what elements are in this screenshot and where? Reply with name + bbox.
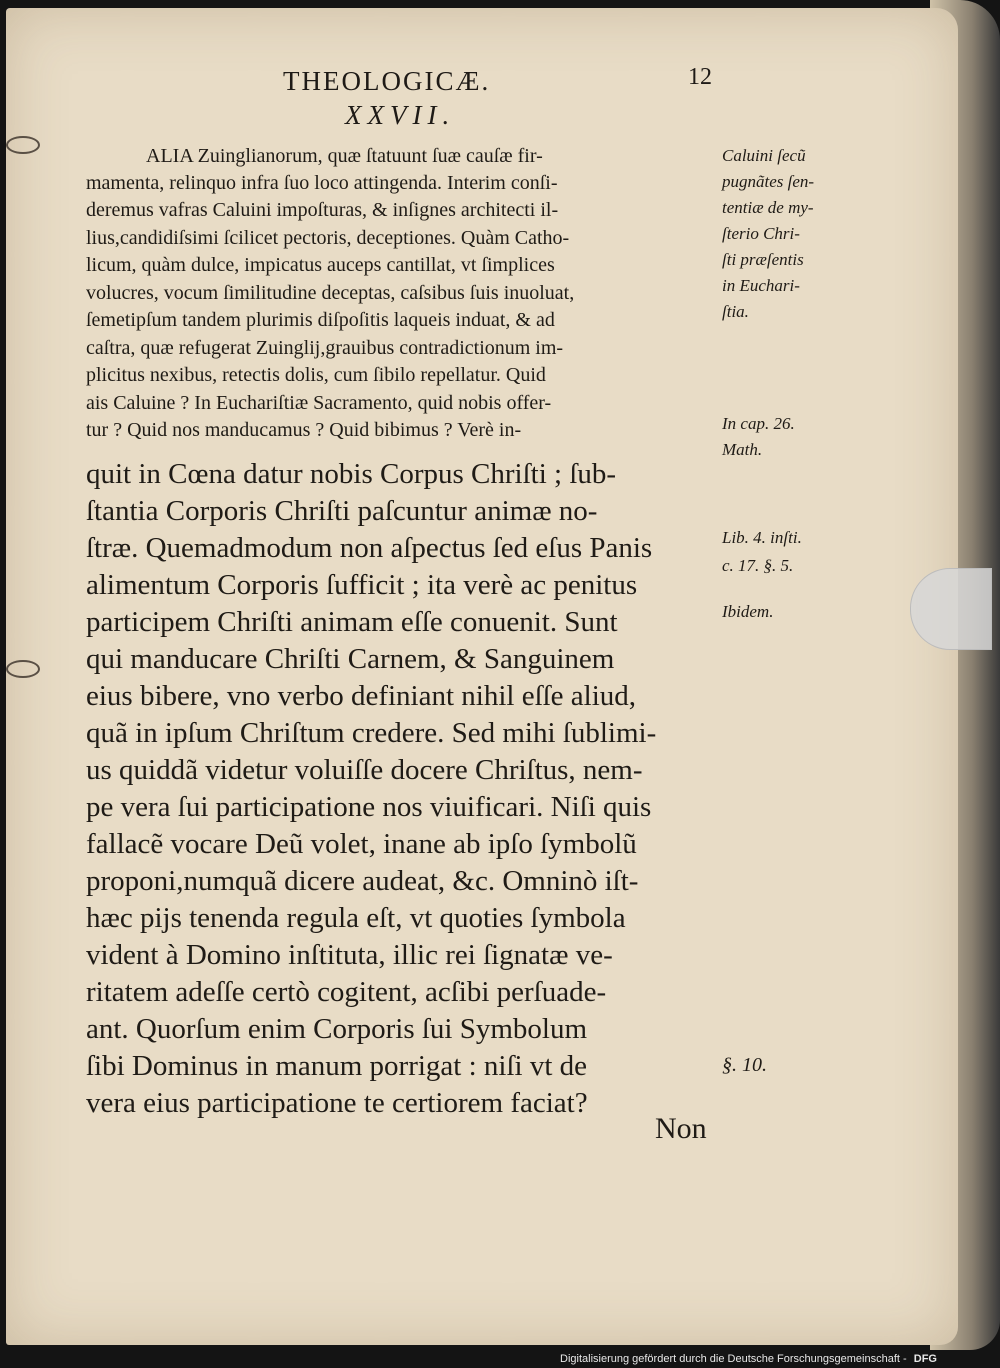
text-line: ALIA Zuinglianorum, quæ ſtatuunt ſuæ cauſæ fir-	[146, 145, 543, 167]
text-line: qui manducare Chriſti Carnem, & Sanguinem	[86, 643, 615, 675]
footer-bar	[560, 1350, 1000, 1368]
margin-note: tentiæ de my-	[722, 198, 814, 217]
text-line: vera eius participatione te certiorem faciat?	[86, 1087, 588, 1119]
section-number: XXVII.	[345, 100, 456, 130]
margin-note: ſterio Chri-	[722, 224, 800, 243]
margin-note: ſti præſentis	[722, 250, 804, 269]
text-line: hæc pijs tenenda regula eſt, vt quoties ſymbola	[86, 902, 626, 934]
footer-text: Digitalisierung gefördert durch die Deutsche Forschungsgemeinschaft -	[560, 1353, 907, 1365]
margin-note: Caluini ſecũ	[722, 146, 806, 165]
text-line: fallacẽ vocare Deũ volet, inane ab ipſo ſymbolũ	[86, 828, 637, 860]
margin-note: Lib. 4. inſti.	[722, 528, 802, 547]
margin-note: c. 17. §. 5.	[722, 556, 794, 575]
text-line: deremus vafras Caluini impoſturas, & inſignes architecti il-	[86, 199, 559, 221]
binding-thread	[6, 136, 40, 154]
text-line: lius,candidiſsimi ſcilicet pectoris, deceptiones. Quàm Catho-	[86, 227, 570, 249]
text-line: ant. Quorſum enim Corporis ſui Symbolum	[86, 1013, 588, 1045]
text-line: ſibi Dominus in manum porrigat : niſi vt de	[86, 1050, 588, 1082]
text-line: ritatem adeſſe certò cogitent, acſibi perſuade-	[86, 976, 607, 1008]
margin-note: pugnãtes ſen-	[722, 172, 815, 191]
margin-note: §. 10.	[722, 1054, 767, 1076]
text-line: ſtantia Corporis Chriſti paſcuntur animæ no-	[86, 495, 598, 527]
page-clip	[910, 568, 992, 650]
folio-number: 12	[688, 64, 712, 90]
margin-note: ſtia.	[722, 302, 749, 321]
text-line: ſemetipſum tandem plurimis diſpoſitis laqueis induat, & ad	[86, 309, 555, 331]
text-line: caſtra, quæ refugerat Zuinglij,grauibus contradictionum im-	[86, 337, 564, 359]
text-line: volucres, vocum ſimilitudine deceptas, caſsibus ſuis inuoluat,	[86, 282, 575, 304]
text-line: quit in Cœna datur nobis Corpus Chriſti ; ſub-	[86, 458, 617, 490]
text-line: alimentum Corporis ſufficit ; ita verè ac penitus	[86, 569, 638, 601]
running-title: THEOLOGICÆ.	[283, 66, 491, 96]
text-line: quã in ipſum Chriſtum credere. Sed mihi ſublimi-	[86, 717, 657, 749]
text-line: licum, quàm dulce, impicatus auceps cantillat, vt ſimplices	[86, 254, 555, 276]
text-line: ais Caluine ? In Euchariſtiæ Sacramento, quid nobis offer-	[86, 392, 552, 414]
text-line: mamenta, relinquo infra ſuo loco attingenda. Interim conſi-	[86, 172, 558, 194]
catchword: Non	[655, 1112, 707, 1145]
margin-note: Ibidem.	[722, 602, 774, 621]
margin-note: In cap. 26.	[722, 414, 795, 433]
dfg-logo: DFG	[913, 1353, 937, 1365]
binding-thread	[6, 660, 40, 678]
text-line: ſtræ. Quemadmodum non aſpectus ſed eſus Panis	[86, 532, 653, 564]
text-line: vident à Domino inſtituta, illic rei ſignatæ ve-	[86, 939, 613, 971]
text-line: tur ? Quid nos manducamus ? Quid bibimus ? Verè in-	[86, 419, 522, 441]
text-line: us quiddã videtur voluiſſe docere Chriſtus, nem-	[86, 754, 643, 786]
margin-note: in Euchari-	[722, 276, 800, 295]
margin-note: Math.	[722, 440, 763, 459]
text-line: proponi,numquã dicere audeat, &c. Omninò iſt-	[86, 865, 639, 897]
text-line: pe vera ſui participatione nos viuificari. Niſi quis	[86, 791, 652, 823]
text-line: participem Chriſti animam eſſe conuenit. Sunt	[86, 606, 618, 638]
text-line: plicitus nexibus, retectis dolis, cum ſibilo repellatur. Quid	[86, 364, 546, 386]
text-line: eius bibere, vno verbo definiant nihil eſſe aliud,	[86, 680, 637, 712]
